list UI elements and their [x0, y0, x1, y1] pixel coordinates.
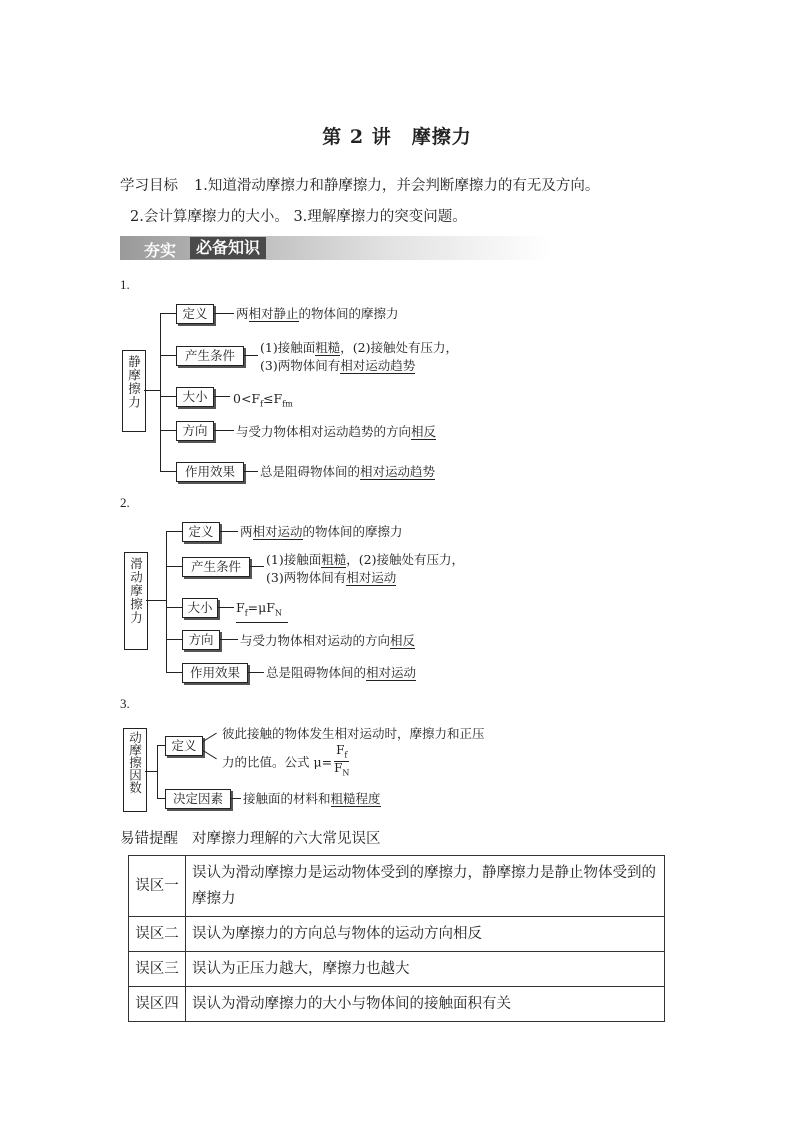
text-segment: 与受力物体相对运动的方向	[240, 633, 391, 648]
underlined-answer: 相对运动	[366, 665, 417, 680]
diagram2-link	[220, 531, 238, 532]
diagram1-branch	[160, 471, 176, 472]
text-segment: 与受力物体相对运动趋势的方向	[236, 424, 412, 439]
underlined-answer: 粗糙	[321, 552, 347, 567]
diagram2-branch-line	[166, 531, 167, 672]
underlined-answer: 粗糙	[315, 340, 341, 355]
diagram1-number: 1.	[120, 277, 130, 292]
page-title: 第 2 讲 摩擦力	[322, 126, 472, 148]
table-row	[129, 987, 665, 1022]
formula-subscript: f	[260, 399, 264, 409]
underlined-answer: 相反	[411, 424, 437, 439]
diagram2-branch	[166, 607, 182, 608]
diagram3-link	[231, 798, 241, 799]
diagram1-branch-line	[160, 313, 161, 471]
section-banner	[120, 236, 552, 260]
formula-part: F	[334, 761, 343, 776]
section-banner-part2: 必备知识	[190, 237, 266, 259]
diagram2-conditions-line2	[266, 569, 396, 586]
pitfalls-title: 对摩擦力理解的六大常见误区	[192, 831, 381, 847]
formula-subscript: f	[244, 608, 248, 618]
diagram2-direction-label: 方向	[182, 630, 220, 650]
diagram1-conditions-label: 产生条件	[176, 346, 244, 366]
diagram1-branch	[160, 396, 176, 397]
formula-part: ≤F	[263, 391, 283, 406]
underlined-answer: 相对运动	[346, 570, 397, 585]
diagram1-direction-label: 方向	[176, 421, 214, 441]
diagram2-definition-label: 定义	[182, 522, 220, 542]
text-segment: ，(2)接触处有压力，	[340, 340, 458, 355]
diagram3-definition-line2	[222, 744, 349, 780]
pitfalls-heading	[120, 827, 381, 848]
fraction-numerator	[334, 744, 349, 762]
text-segment: 的物体间的摩擦力	[298, 306, 399, 321]
text-segment: 总是阻碍物体间的	[260, 464, 361, 479]
friction-coefficient-fraction	[334, 744, 349, 780]
pitfall-key: 误区二	[129, 917, 186, 952]
text-segment: 力的比值。公式 μ=	[222, 754, 333, 770]
diagram1-connector	[144, 390, 160, 391]
formula-subscript: N	[274, 608, 282, 618]
diagram2-direction-text	[240, 632, 415, 649]
diagram1-root-box	[122, 350, 146, 432]
diagram3-branch	[157, 798, 165, 799]
diagram2-definition-text	[240, 523, 403, 540]
diagram1-branch	[160, 355, 176, 356]
diagram2-root-label: 滑动摩擦力	[128, 557, 144, 625]
diagram1-link	[214, 430, 234, 431]
section-banner-part1: 夯实	[144, 241, 177, 260]
diagram2-link	[248, 672, 264, 673]
text-segment: 的物体间的摩擦力	[302, 524, 403, 539]
diagram1-link	[244, 471, 258, 472]
diagram3-factors-text	[243, 790, 381, 807]
learning-goals-label: 学习目标	[120, 178, 178, 194]
pitfall-text: 误认为滑动摩擦力是运动物体受到的摩擦力，静摩擦力是静止物体受到的摩擦力	[186, 856, 665, 917]
pitfall-text: 误认为滑动摩擦力的大小与物体间的接触面积有关	[186, 987, 665, 1022]
diagram1-link	[214, 313, 234, 314]
diagram3-definition-label: 定义	[165, 736, 203, 756]
diagram1-magnitude-label: 大小	[176, 387, 214, 407]
diagram3-link-up	[203, 733, 217, 742]
diagram2-branch	[166, 566, 182, 567]
diagram3-definition-line1: 彼此接触的物体发生相对运动时，摩擦力和正压	[222, 726, 485, 741]
text-segment: 接触面的材料和	[243, 791, 331, 806]
table-row	[129, 917, 665, 952]
formula-subscript: N	[342, 768, 350, 778]
diagram2-effect-text	[266, 664, 416, 681]
learning-goals-line1	[120, 174, 599, 195]
diagram2-branch	[166, 672, 182, 673]
diagram1-root-label: 静摩擦力	[126, 355, 142, 409]
diagram3-connector	[145, 771, 157, 772]
diagram1-effect-label: 作用效果	[176, 462, 244, 482]
diagram1-definition-label: 定义	[176, 304, 214, 324]
diagram3-link-down	[203, 750, 217, 759]
pitfall-key: 误区四	[129, 987, 186, 1022]
diagram1-branch	[160, 430, 176, 431]
diagram2-magnitude-label: 大小	[182, 598, 218, 618]
diagram2-link	[218, 607, 234, 608]
formula-part: F	[336, 743, 345, 757]
text-segment: (1)接触面	[266, 552, 322, 567]
diagram3-factors-label: 决定因素	[165, 789, 231, 809]
underlined-answer: 相对静止	[248, 306, 299, 321]
diagram2-branch	[166, 639, 182, 640]
table-row	[129, 952, 665, 987]
diagram1-link	[244, 355, 258, 356]
pitfalls-table	[128, 855, 665, 1022]
diagram2-branch	[166, 531, 182, 532]
diagram2-conditions-line1	[266, 551, 464, 568]
formula-subscript: f	[344, 750, 348, 760]
diagram1-conditions-line2	[260, 357, 415, 374]
text-segment: 两	[240, 524, 253, 539]
text-segment: (3)两物体间有	[266, 570, 347, 585]
diagram1-direction-text	[236, 423, 436, 440]
diagram1-conditions-line1	[260, 339, 458, 356]
diagram3-root-label: 动摩擦因数	[127, 731, 143, 794]
pitfalls-label: 易错提醒	[120, 831, 178, 847]
diagram3-number: 3.	[120, 696, 130, 711]
formula-part: 0<F	[233, 391, 261, 406]
diagram1-branch	[160, 313, 176, 314]
text-segment: ，(2)接触处有压力，	[346, 552, 464, 567]
pitfall-text: 误认为摩擦力的方向总与物体的运动方向相反	[186, 917, 665, 952]
underlined-answer: 粗糙程度	[330, 791, 381, 806]
diagram1-effect-text	[260, 463, 435, 480]
formula-part: =μF	[247, 600, 275, 615]
text-segment: 两	[236, 306, 249, 321]
learning-goals-line2: 2.会计算摩擦力的大小。 3.理解摩擦力的突变问题。	[130, 209, 467, 225]
diagram3-root-box	[123, 728, 147, 812]
pitfall-key: 误区一	[129, 856, 186, 917]
underlined-answer: 相对运动趋势	[340, 358, 416, 373]
diagram2-link	[250, 566, 264, 567]
diagram2-magnitude-formula	[236, 599, 288, 623]
underlined-answer: 相反	[390, 633, 416, 648]
diagram2-root-box	[124, 552, 148, 650]
pitfall-text: 误认为正压力越大，摩擦力也越大	[186, 952, 665, 987]
diagram2-link	[220, 639, 238, 640]
pitfall-key: 误区三	[129, 952, 186, 987]
diagram2-number: 2.	[120, 495, 130, 510]
diagram1-magnitude-formula	[233, 390, 293, 413]
diagram2-effect-label: 作用效果	[182, 663, 248, 683]
text-segment: (3)两物体间有	[260, 358, 341, 373]
fraction-denominator	[334, 762, 349, 779]
underlined-answer: 相对运动	[252, 524, 303, 539]
diagram1-definition-text	[236, 305, 399, 322]
text-segment: (1)接触面	[260, 340, 316, 355]
diagram2-conditions-label: 产生条件	[182, 557, 250, 577]
diagram3-branch-line	[157, 745, 158, 798]
table-row	[129, 856, 665, 917]
underlined-answer: 相对运动趋势	[360, 464, 436, 479]
diagram1-link	[214, 396, 230, 397]
learning-goal-1: 1.知道滑动摩擦力和静摩擦力，并会判断摩擦力的有无及方向。	[194, 178, 600, 194]
formula-subscript: fm	[282, 399, 293, 409]
diagram3-branch	[157, 745, 165, 746]
text-segment: 总是阻碍物体间的	[266, 665, 367, 680]
formula-part: F	[236, 600, 245, 615]
diagram2-connector	[146, 600, 166, 601]
